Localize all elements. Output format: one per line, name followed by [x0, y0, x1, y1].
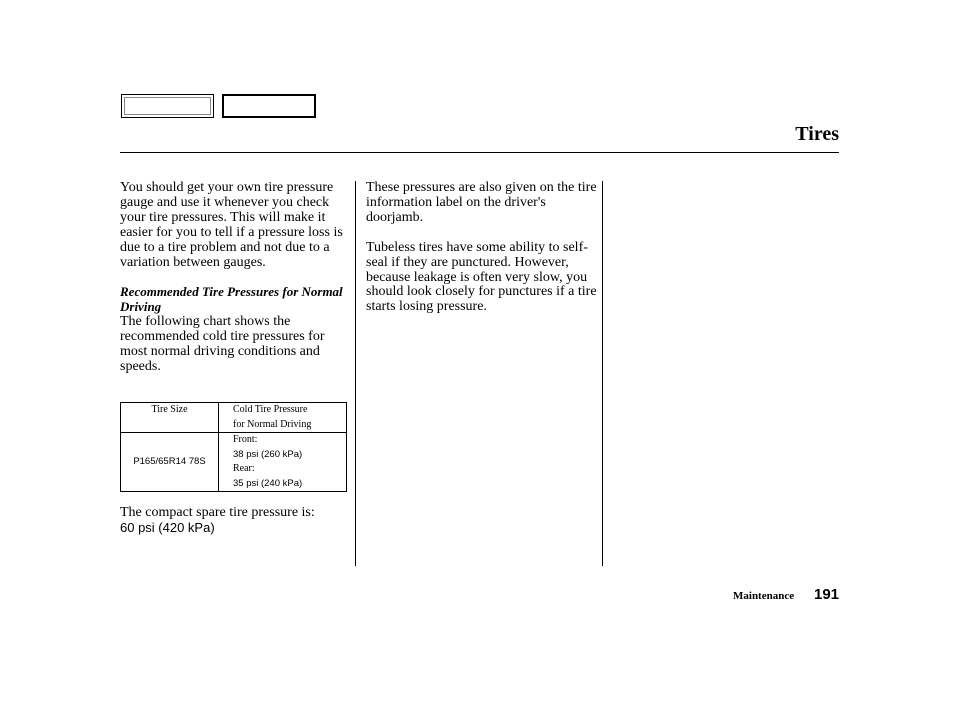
table-row [121, 433, 347, 492]
previous-page-button[interactable] [121, 94, 214, 118]
middle-column [366, 181, 598, 330]
header-tire-size: Tire Size [121, 403, 219, 433]
footer-section-label: Maintenance [733, 590, 795, 602]
next-page-button[interactable] [222, 94, 316, 118]
header-cold-pressure: Cold Tire Pressure for Normal Driving [219, 403, 347, 433]
page-number: 191 [814, 586, 840, 603]
page-title: Tires [795, 123, 839, 145]
cell-tire-size: P165/65R14 78S [121, 433, 219, 492]
spare-pressure-value: 60 psi (420 kPa) [120, 519, 215, 535]
label-paragraph: These pressures are also given on the tire information label on the driver's doorjamb. [366, 180, 597, 225]
spare-pressure-block [120, 506, 315, 536]
tire-pressure-table [120, 402, 347, 492]
column-divider-1 [355, 181, 356, 566]
table-header-row [121, 403, 347, 433]
tubeless-paragraph: Tubeless tires have some ability to self-seal if they are punctured. However, because leakage is often very slow, you should look closely for punctures if a tire starts losing pressure. [366, 239, 597, 315]
column-divider-2 [602, 181, 603, 566]
spare-pressure-text: The compact spare tire pressure is: [120, 505, 315, 520]
gauge-paragraph: You should get your own tire pressure gauge and use it whenever you check your tire pressures. This will make it easier for you to tell if a pressure loss is due to a tire problem and not due to a variation between gauges. [120, 180, 343, 270]
section-subheading: Recommended Tire Pressures for Normal Driving [120, 284, 343, 315]
title-divider [120, 152, 839, 153]
left-column [120, 181, 352, 390]
chart-intro-paragraph: The following chart shows the recommended cold tire pressures for most normal driving conditions and speeds. [120, 314, 325, 374]
cell-pressures: Front: 38 psi (260 kPa) Rear: 35 psi (240 kPa) [219, 433, 347, 492]
